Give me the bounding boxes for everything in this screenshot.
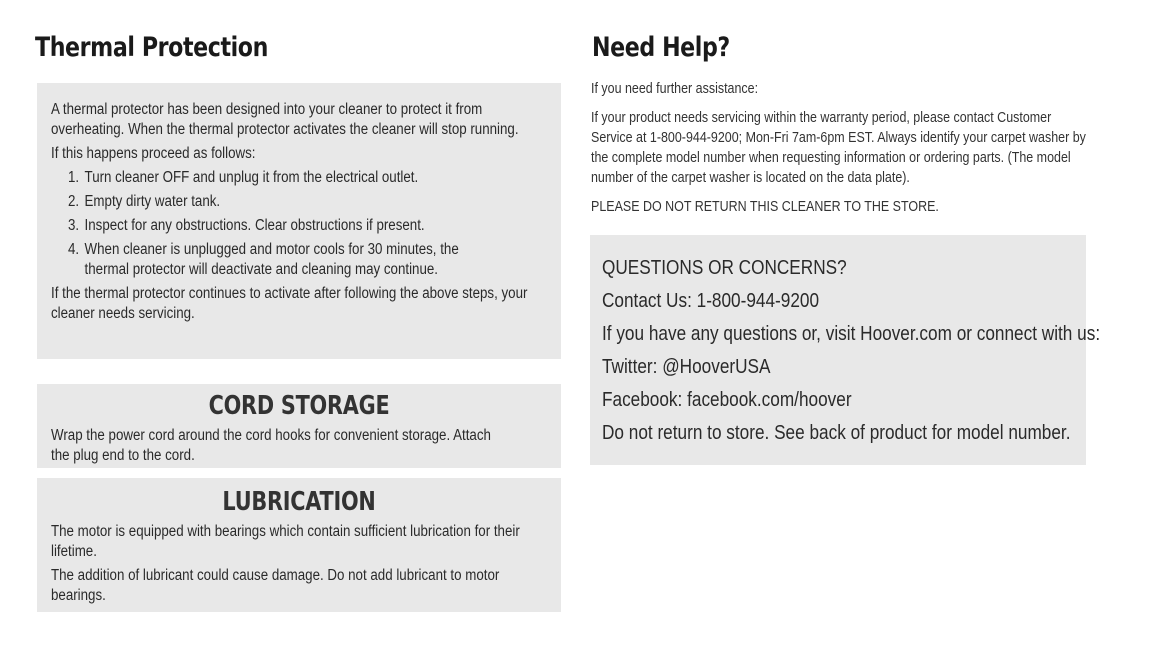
visit-text: If you have any questions or, visit Hoover.com or connect with us:: [602, 323, 1101, 345]
lubrication-p2: The addition of lubricant could cause damage. Do not add lubricant to motor bearings.: [51, 567, 500, 604]
thermal-protection-box: [37, 83, 561, 359]
thermal-intro: A thermal protector has been designed into your cleaner to protect it from overheating. When the thermal protector activates the cleaner will stop running.: [51, 101, 519, 138]
list-item: 1. Turn cleaner OFF and unplug it from the electrical outlet.: [83, 168, 553, 188]
thermal-protection-heading: Thermal Protection: [35, 32, 268, 63]
thermal-closing: If the thermal protector continues to activate after following the above steps, your cleaner needs servicing.: [51, 285, 528, 322]
contact-phone: Contact Us: 1-800-944-9200: [602, 290, 820, 312]
thermal-lead: If this happens proceed as follows:: [51, 145, 256, 162]
lubrication-content: [51, 522, 553, 606]
contact-content: [602, 252, 1101, 450]
need-help-content: [591, 79, 1090, 217]
lubrication-title: LUBRICATION: [222, 487, 376, 517]
twitter-handle: Twitter: @HooverUSA: [602, 356, 771, 378]
list-item: 2. Empty dirty water tank.: [83, 192, 553, 212]
return-warning: PLEASE DO NOT RETURN THIS CLEANER TO THE STORE.: [591, 199, 939, 215]
lubrication-p1: The motor is equipped with bearings which contain sufficient lubrication for their lifetime.: [51, 523, 520, 560]
service-text: If your product needs servicing within the warranty period, please contact Customer Service at 1-800-944-9200; Mon-Fri 7am-6pm EST. Always identify your carpet washer by the complete model number when requesting information or ordering parts. (The model number of the carpet washer is located on the data plate).: [591, 110, 1086, 186]
cord-storage-title: CORD STORAGE: [208, 391, 390, 421]
facebook-link: Facebook: facebook.com/hoover: [602, 389, 852, 411]
cord-storage-box: [37, 384, 561, 468]
lubrication-box: [37, 478, 561, 612]
list-item: 3. Inspect for any obstructions. Clear obstructions if present.: [83, 216, 553, 236]
model-note: Do not return to store. See back of product for model number.: [602, 422, 1071, 444]
cord-storage-body: Wrap the power cord around the cord hooks for convenient storage. Attach the plug end to the cord.: [51, 427, 491, 464]
contact-box: [590, 235, 1101, 465]
assist-text: If you need further assistance:: [591, 81, 759, 97]
questions-heading: QUESTIONS OR CONCERNS?: [602, 257, 847, 279]
thermal-protection-content: [51, 100, 553, 324]
thermal-steps-list: [51, 168, 553, 280]
list-item: 4. When cleaner is unplugged and motor cools for 30 minutes, the thermal protector will deactivate and cleaning may continue.: [83, 240, 489, 280]
need-help-heading: Need Help?: [592, 32, 730, 63]
